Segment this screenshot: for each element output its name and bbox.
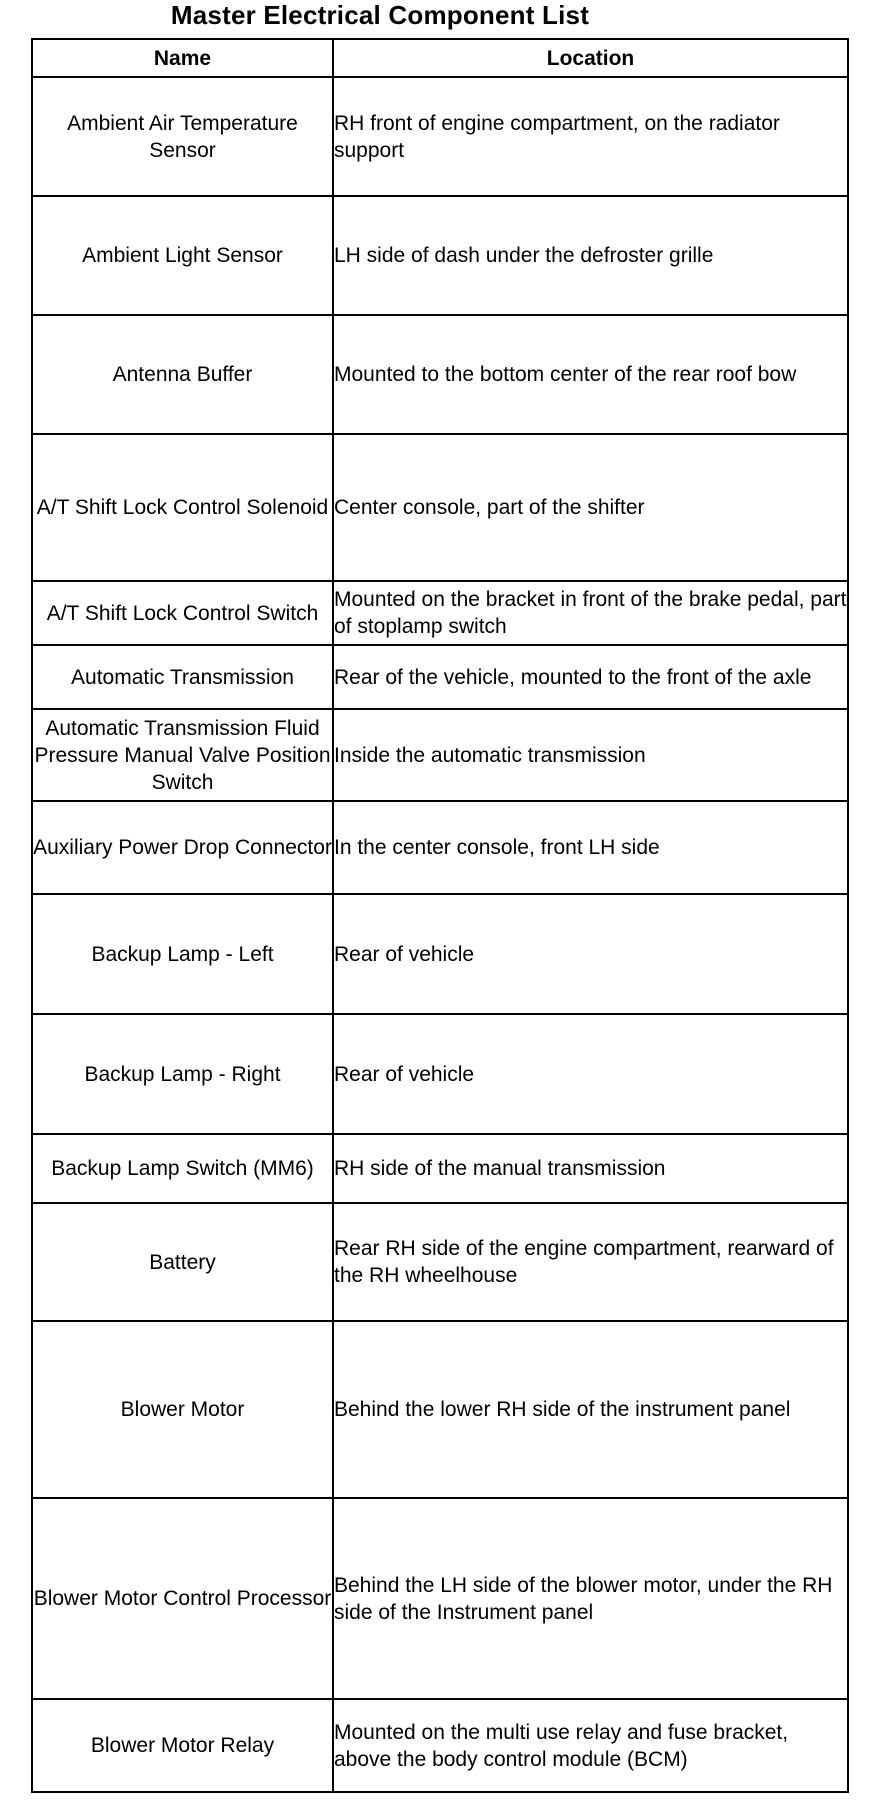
table-row bbox=[32, 1014, 848, 1134]
table-row bbox=[32, 645, 848, 709]
component-location-cell: Mounted to the bottom center of the rear roof bow bbox=[333, 315, 848, 434]
component-location-cell: Rear RH side of the engine compartment, rearward of the RH wheelhouse bbox=[333, 1203, 848, 1321]
component-name-cell: Automatic Transmission Fluid Pressure Manual Valve Position Switch bbox=[32, 709, 333, 801]
table-row bbox=[32, 434, 848, 581]
component-location-cell: Inside the automatic transmission bbox=[333, 709, 848, 801]
component-name-cell: Blower Motor bbox=[32, 1321, 333, 1498]
component-name-cell: Antenna Buffer bbox=[32, 315, 333, 434]
table-row bbox=[32, 894, 848, 1014]
component-location-cell: RH side of the manual transmission bbox=[333, 1134, 848, 1203]
table-row bbox=[32, 709, 848, 801]
component-location-cell: LH side of dash under the defroster grille bbox=[333, 196, 848, 315]
component-name-cell: Ambient Air Temperature Sensor bbox=[32, 77, 333, 196]
table-row bbox=[32, 77, 848, 196]
component-location-cell: Center console, part of the shifter bbox=[333, 434, 848, 581]
component-name-cell: Blower Motor Control Processor bbox=[32, 1498, 333, 1699]
component-location-cell: Mounted on the bracket in front of the brake pedal, part of stoplamp switch bbox=[333, 581, 848, 645]
component-name-cell: Auxiliary Power Drop Connector bbox=[32, 801, 333, 894]
component-name-cell: A/T Shift Lock Control Solenoid bbox=[32, 434, 333, 581]
table-row bbox=[32, 1134, 848, 1203]
column-header-name: Name bbox=[32, 39, 333, 77]
table-row bbox=[32, 1498, 848, 1699]
component-location-cell: Rear of vehicle bbox=[333, 894, 848, 1014]
table-row bbox=[32, 1699, 848, 1792]
component-name-cell: A/T Shift Lock Control Switch bbox=[32, 581, 333, 645]
component-location-cell: Rear of vehicle bbox=[333, 1014, 848, 1134]
table-row bbox=[32, 801, 848, 894]
component-name-cell: Backup Lamp - Right bbox=[32, 1014, 333, 1134]
component-location-cell: Behind the LH side of the blower motor, under the RH side of the Instrument panel bbox=[333, 1498, 848, 1699]
page-title: Master Electrical Component List bbox=[170, 0, 590, 30]
column-header-location: Location bbox=[333, 39, 848, 77]
component-name-cell: Backup Lamp - Left bbox=[32, 894, 333, 1014]
component-location-cell: Mounted on the multi use relay and fuse bracket, above the body control module (BCM) bbox=[333, 1699, 848, 1792]
component-location-cell: In the center console, front LH side bbox=[333, 801, 848, 894]
table-row bbox=[32, 1203, 848, 1321]
component-name-cell: Battery bbox=[32, 1203, 333, 1321]
table-header-row bbox=[32, 39, 848, 77]
component-table bbox=[31, 38, 849, 1793]
table-row bbox=[32, 581, 848, 645]
component-name-cell: Automatic Transmission bbox=[32, 645, 333, 709]
component-location-cell: Rear of the vehicle, mounted to the front of the axle bbox=[333, 645, 848, 709]
table-row bbox=[32, 196, 848, 315]
component-name-cell: Blower Motor Relay bbox=[32, 1699, 333, 1792]
component-location-cell: RH front of engine compartment, on the radiator support bbox=[333, 77, 848, 196]
component-name-cell: Backup Lamp Switch (MM6) bbox=[32, 1134, 333, 1203]
component-name-cell: Ambient Light Sensor bbox=[32, 196, 333, 315]
component-location-cell: Behind the lower RH side of the instrument panel bbox=[333, 1321, 848, 1498]
table-row bbox=[32, 1321, 848, 1498]
table-row bbox=[32, 315, 848, 434]
